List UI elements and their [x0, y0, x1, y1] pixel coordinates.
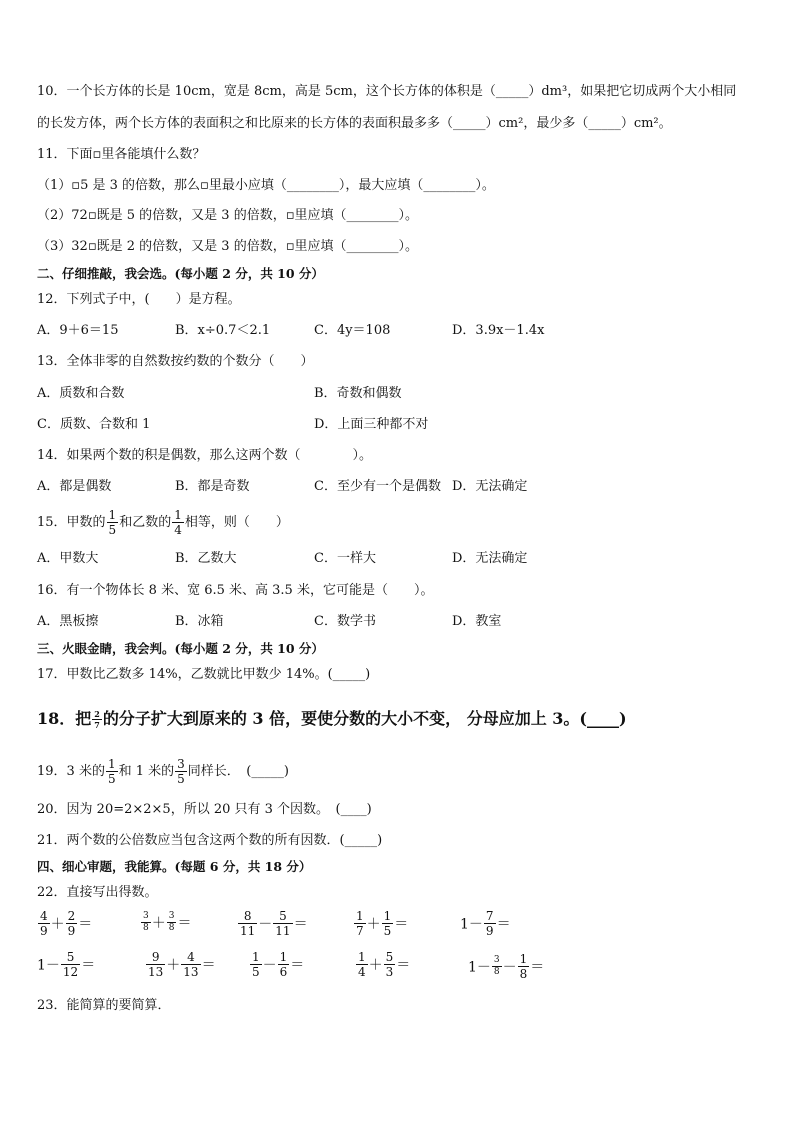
q12-option-c[interactable]: C．4y＝108 — [314, 323, 391, 338]
q14-option-d[interactable]: D．无法确定 — [452, 479, 528, 494]
q13-option-a[interactable]: A．质数和合数 — [37, 386, 125, 401]
section-3-heading: 三、火眼金睛，我会判。(每小题 2 分，共 10 分） — [37, 641, 324, 656]
q15-stem — [37, 508, 289, 538]
calc-item-7: $\frac{9}{13}$ ＋ $\frac{4}{13}$ ＝ — [148, 950, 216, 979]
calc-item-3: $\frac{8}{11}$ － $\frac{5}{11}$ ＝ — [240, 909, 308, 938]
q12-option-d[interactable]: D．3.9x－1.4x — [452, 323, 545, 338]
q18-fraction: $\frac{2}{7}$ — [94, 709, 100, 730]
q15-mid: 和乙数的 — [119, 515, 172, 530]
q10-line1: 10．一个长方体的长是 10cm，宽是 8cm，高是 5cm，这个长方体的体积是（_____）dm³，如果把它切成两个大小相同 — [37, 84, 737, 99]
q11-part1: （1）▫5 是 3 的倍数，那么▫里最小应填（________），最大应填（________）。 — [37, 178, 495, 193]
q19-pre: 19．3 米的 — [37, 764, 105, 779]
q15-option-d[interactable]: D．无法确定 — [452, 551, 528, 566]
q16-option-c[interactable]: C．数学书 — [314, 614, 376, 629]
q13-stem: 13．全体非零的自然数按约数的个数分（ ） — [37, 354, 314, 369]
q13-option-d[interactable]: D．上面三种都不对 — [314, 417, 429, 432]
q12-option-b[interactable]: B．x÷0.7＜2.1 — [175, 323, 271, 338]
calc-item-8: $\frac{1}{5}$ － $\frac{1}{6}$ ＝ — [252, 950, 305, 979]
calc-item-4: $\frac{1}{7}$ ＋ $\frac{1}{5}$ ＝ — [356, 909, 409, 938]
q16-option-d[interactable]: D．教室 — [452, 614, 502, 629]
q15-fraction-1: $\frac{1}{5}$ — [108, 508, 117, 537]
q15-option-b[interactable]: B．乙数大 — [175, 551, 237, 566]
q21-statement: 21．两个数的公倍数应当包含这两个数的所有因数．(_____) — [37, 833, 383, 848]
q14-option-c[interactable]: C．至少有一个是偶数 — [314, 479, 441, 494]
q11-part2: （2）72▫既是 5 的倍数，又是 3 的倍数，▫里应填（________）。 — [37, 208, 419, 223]
q18-post: 的分子扩大到原来的 3 倍，要使分数的大小不变， 分母应加上 3。(____) — [102, 709, 627, 728]
q19-statement — [37, 752, 289, 792]
q11-title: 11．下面▫里各能填什么数？ — [37, 147, 206, 162]
q14-option-b[interactable]: B．都是奇数 — [175, 479, 250, 494]
q18-statement — [37, 704, 627, 734]
q18-pre: 18．把 — [37, 709, 92, 728]
q12-option-a[interactable]: A．9＋6＝15 — [37, 323, 119, 338]
q19-fraction-1: $\frac{1}{5}$ — [107, 757, 116, 786]
q12-stem: 12．下列式子中，( ）是方程。 — [37, 292, 241, 307]
q14-stem: 14．如果两个数的积是偶数，那么这两个数（ ）。 — [37, 448, 373, 463]
q20-statement: 20．因为 20=2×2×5，所以 20 只有 3 个因数。 (____) — [37, 802, 372, 817]
q19-fraction-2: $\frac{3}{5}$ — [177, 757, 185, 786]
section-2-heading: 二、仔细推敲，我会选。(每小题 2 分，共 10 分） — [37, 266, 324, 281]
calc-item-1: $\frac{4}{9}$ ＋ $\frac{2}{9}$ ＝ — [40, 909, 93, 938]
q15-option-c[interactable]: C．一样大 — [314, 551, 376, 566]
q14-option-a[interactable]: A．都是偶数 — [37, 479, 112, 494]
calc-item-5: 1－ $\frac{7}{9}$ ＝ — [460, 909, 511, 938]
q17-statement: 17．甲数比乙数多 14%，乙数就比甲数少 14%。(_____) — [37, 667, 371, 682]
calc-item-9: $\frac{1}{4}$ ＋ $\frac{5}{3}$ ＝ — [358, 950, 411, 979]
q23-title: 23．能简算的要简算． — [37, 998, 171, 1013]
q19-post: 同样长． (_____) — [187, 764, 289, 779]
q15-pre: 15．甲数的 — [37, 515, 106, 530]
calc-item-2: $\frac{3}{8}$ ＋ $\frac{3}{8}$ ＝ — [143, 911, 192, 933]
q16-stem: 16．有一个物体长 8 米、宽 6.5 米、高 3.5 米，它可能是（ ）。 — [37, 583, 434, 598]
q15-post: 相等，则（ ） — [184, 515, 289, 530]
q10-line2: 的长发方体，两个长方体的表面积之和比原来的长方体的表面积最多多（_____）cm²，最少多（_____）cm²。 — [37, 116, 672, 131]
q15-fraction-2: $\frac{1}{4}$ — [174, 508, 182, 537]
q15-option-a[interactable]: A．甲数大 — [37, 551, 99, 566]
q19-mid: 和 1 米的 — [118, 764, 175, 779]
q22-title: 22．直接写出得数。 — [37, 885, 158, 900]
calc-item-6: 1－ $\frac{5}{12}$ ＝ — [37, 950, 96, 979]
q13-option-b[interactable]: B．奇数和偶数 — [314, 386, 402, 401]
q13-option-c[interactable]: C．质数、合数和 1 — [37, 417, 151, 432]
q16-option-a[interactable]: A．黑板擦 — [37, 614, 99, 629]
q11-part3: （3）32▫既是 2 的倍数，又是 3 的倍数，▫里应填（________）。 — [37, 239, 419, 254]
q16-option-b[interactable]: B．冰箱 — [175, 614, 224, 629]
section-4-heading: 四、细心审题，我能算。(每题 6 分，共 18 分） — [37, 859, 312, 874]
calc-item-10: 1－ $\frac{3}{8}$ － $\frac{1}{8}$ ＝ — [468, 952, 545, 981]
